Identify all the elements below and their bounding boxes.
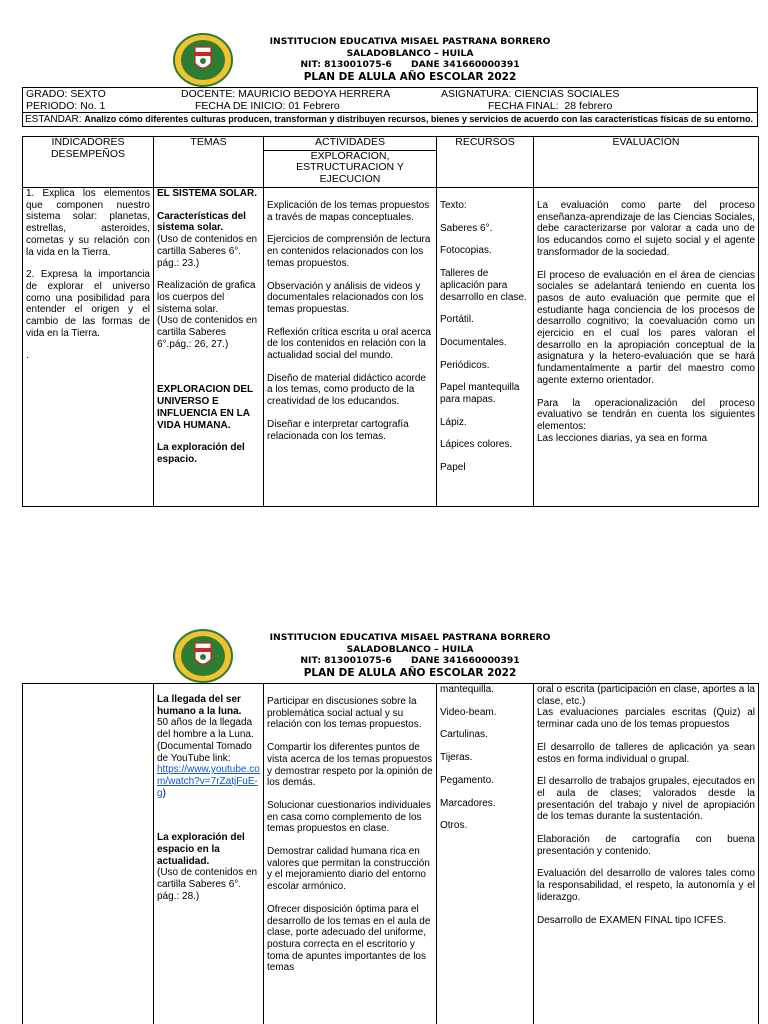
recurso-6: Documentales. <box>440 336 507 348</box>
grado-label: GRADO: SEXTO <box>26 88 106 100</box>
recurso-15: Tijeras. <box>440 752 473 764</box>
temas-cell-2 <box>154 684 264 1024</box>
page-header-2 <box>0 628 768 684</box>
recursos-cell-2 <box>437 684 534 1024</box>
col-recursos: RECURSOS <box>437 137 534 188</box>
estandar-text: Analizo cómo diferentes culturas producen, transforman y distribuyen recursos, bienes y servicios de acuerdo con las características físicas de su entorno. <box>84 114 754 124</box>
recurso-1: Texto: <box>440 200 467 211</box>
recurso-18: Otros. <box>440 820 468 832</box>
recurso-10: Lápices colores. <box>440 439 513 451</box>
tema-exploracion-actualidad: La exploración del espacio en la actualidad. <box>157 832 245 867</box>
recurso-4: Talleres de aplicación para desarrollo en clase. <box>440 268 527 303</box>
col-indicadores: INDICADORES DESEMPEÑOS <box>23 137 154 188</box>
actividad-8: Compartir los diferentes puntos de vista acerca de los temas propuestos y demostrar respeto por la opinión de los demás. <box>267 742 433 789</box>
recurso-17: Marcadores. <box>440 797 496 809</box>
temas-cell <box>154 188 264 507</box>
recurso-5: Portátil. <box>440 314 474 326</box>
plan-table-page-2 <box>22 683 759 1024</box>
col-actividades <box>264 137 437 188</box>
actividad-2: Ejercicios de comprensión de lectura en contenidos relacionados con los temas propuestos. <box>267 234 431 269</box>
tema-exploracion-actualidad-nota: (Uso de contenidos en cartilla Saberes 6°. pág.: 28.) <box>157 867 258 902</box>
evaluacion-5: oral o escrita (participación en clase, aportes a la clase, etc.) <box>537 684 755 707</box>
actividad-3: Observación y análisis de videos y documentales relacionados con los temas propuestas. <box>267 280 424 315</box>
recurso-12: mantequilla. <box>440 684 494 695</box>
actividad-6: Diseñar e interpretar cartografía relacionada con los temas. <box>267 418 409 442</box>
recurso-11: Papel <box>440 462 466 474</box>
plan-table-page-1 <box>22 136 759 507</box>
evaluacion-2: El proceso de evaluación en el área de ciencias sociales se adelantará teniendo en cuenta los pasos de auto evaluación que permite que el estudiante haga conciencia de los procesos de desarrollo cognitivo; la coevaluación como un ejercicio en el cual los pares valoran el desarrollo en la apropiación conceptual de la asignatura y la hetero-evaluación que se hará fundamentalmente a partir del maestro como agente externo orientador. <box>537 269 755 386</box>
plan-title: PLAN DE ALULA AÑO ESCOLAR 2022 <box>303 666 517 679</box>
evaluacion-11: Desarrollo de EXAMEN FINAL tipo ICFES. <box>537 914 727 926</box>
tema-llegada-luna: La llegada del ser humano a la luna. <box>157 694 242 717</box>
institution-name: INSTITUCION EDUCATIVA MISAEL PASTRANA BORRERO <box>269 36 551 47</box>
youtube-link[interactable]: https://www.youtube.com/watch?v=7rZatjFuE-g <box>157 764 260 799</box>
recurso-16: Pegamento. <box>440 774 494 786</box>
actividad-10: Demostrar calidad humana rica en valores que permitan la construcción y el mejoramiento diario del entorno escolar armónico. <box>267 846 430 893</box>
evaluacion-1: La evaluación como parte del proceso enseñanza-aprendizaje de las Ciencias Sociales, debe caracterizarse por valorar a cada uno de los educandos como el sujeto social y el agente transformador de la sociedad. <box>537 200 755 258</box>
plan-title: PLAN DE ALULA AÑO ESCOLAR 2022 <box>303 70 517 83</box>
docente-label: DOCENTE: MAURICIO BEDOYA HERRERA <box>181 88 391 100</box>
tema-exploracion-espacio: La exploración del espacio. <box>157 442 245 465</box>
actividad-7: Participar en discusiones sobre la problemática social actual y su relación con los temas propuestos. <box>267 696 422 731</box>
tema-exploracion-universo: EXPLORACION DEL UNIVERSO E INFLUENCIA EN LA VIDA HUMANA. <box>157 384 253 431</box>
fecha-final-label: FECHA FINAL: 28 febrero <box>488 100 613 112</box>
tema-caracteristicas: Características del sistema solar. <box>157 210 246 234</box>
institution-place: SALADOBLANCO – HUILA <box>346 643 474 655</box>
evaluacion-8: El desarrollo de trabajos grupales, ejecutados en el aula de clases; valorados desde la presentación del trabajo y nivel de apropiación de los temas durante la sustentación. <box>537 776 755 823</box>
recurso-13: Video-beam. <box>440 706 497 718</box>
plan-metadata <box>22 87 758 127</box>
institution-name: INSTITUCION EDUCATIVA MISAEL PASTRANA BORRERO <box>269 632 551 643</box>
table-header-row <box>23 137 759 188</box>
link-close-paren: ) <box>162 787 166 799</box>
institution-nit: NIT: 813001075-6 DANE 341660000391 <box>300 59 520 70</box>
spacer <box>157 799 260 821</box>
indicadores-cell <box>23 188 154 507</box>
evaluacion-6: Las evaluaciones parciales escritas (Quiz) al terminar cada uno de los temas propuestos <box>537 707 755 731</box>
tema-llegada-luna-texto: 50 años de la llegada del hombre a la Luna. (Documental Tomado de YouTube link: <box>157 717 254 764</box>
actividad-11: Ofrecer disposición óptima para el desarrollo de los temas en el aula de clase, porte adecuado del uniforme, postura correcta en el escritorio y toma de apuntes importantes de los temas <box>267 903 431 974</box>
evaluacion-9: Elaboración de cartografía con buena presentación y contenido. <box>537 834 755 857</box>
fecha-inicio-label: FECHA DE INICIO: 01 Febrero <box>195 100 340 112</box>
col-temas: TEMAS <box>154 137 264 188</box>
header-text <box>200 36 620 83</box>
indicador-2: 2. Expresa la importancia de explorar el universo como una posibilidad para entender el origen y el cambio de las formas de vida en la Tierra. <box>26 269 150 339</box>
col-evaluacion: EVALUACION <box>534 137 759 188</box>
recurso-3: Fotocopias. <box>440 245 492 257</box>
actividades-cell-2 <box>264 684 437 1024</box>
page-header <box>0 32 768 88</box>
recurso-7: Periódicos. <box>440 359 490 371</box>
indicadores-cell-2 <box>23 684 154 1024</box>
evaluacion-10: Evaluación del desarrollo de valores tales como la responsabilidad, el respeto, la autonomía y el liderazgo. <box>537 868 755 903</box>
table-row <box>23 188 759 507</box>
evaluacion-7: El desarrollo de talleres de aplicación ya sean estos en forma individual o grupal. <box>537 741 755 765</box>
recursos-cell <box>437 188 534 507</box>
asignatura-label: ASIGNATURA: CIENCIAS SOCIALES <box>441 88 620 100</box>
evaluacion-3: Para la operacionalización del proceso evaluativo se tendrán en cuenta los siguientes elementos: <box>537 397 755 432</box>
header-text-2 <box>200 632 620 679</box>
tema-caracteristicas-nota: (Uso de contenidos en cartilla Saberes 6°. pág.: 23.) <box>157 234 258 269</box>
recurso-8: Papel mantequilla para mapas. <box>440 382 520 406</box>
periodo-label: PERIODO: No. 1 <box>26 100 106 112</box>
estandar-label: ESTANDAR: <box>25 114 82 125</box>
recurso-9: Lápiz. <box>440 416 467 428</box>
indicador-1: 1. Explica los elementos que componen nuestro sistema solar: planetas, estrellas, asteroides, cometas y su relación con la vida en la Tierra. <box>26 188 150 258</box>
table-row <box>23 684 759 1024</box>
recurso-14: Cartulinas. <box>440 729 488 741</box>
actividad-5: Diseño de material didáctico acorde a los temas, como producto de la creatividad de los educandos. <box>267 372 426 408</box>
evaluacion-4: Las lecciones diarias, ya sea en forma <box>537 432 708 444</box>
estandar-row <box>23 112 757 126</box>
tema-sistema-solar: EL SISTEMA SOLAR. <box>157 188 258 199</box>
actividad-4: Reflexión crítica escrita u oral acerca de los contenidos en relación con la actualidad social del mundo. <box>267 326 431 362</box>
evaluacion-cell-2 <box>534 684 759 1024</box>
actividades-cell <box>264 188 437 507</box>
recurso-2: Saberes 6°. <box>440 222 493 234</box>
actividad-1: Explicación de los temas propuestos a través de mapas conceptuales. <box>267 200 430 223</box>
tema-grafica: Realización de grafica los cuerpos del sistema solar. <box>157 280 256 315</box>
institution-place: SALADOBLANCO – HUILA <box>346 47 474 59</box>
evaluacion-cell <box>534 188 759 507</box>
document-page-2 <box>0 620 768 1024</box>
col-actividades-title: ACTIVIDADES <box>314 136 385 148</box>
indicador-3: . <box>26 350 29 362</box>
col-actividades-sub: EXPLORACION, ESTRUCTURACION Y EJECUCION <box>264 150 436 186</box>
institution-nit: NIT: 813001075-6 DANE 341660000391 <box>300 655 520 666</box>
tema-grafica-nota: (Uso de contenidos en cartilla Saberes 6°.pág.: 26, 27.) <box>157 315 258 350</box>
actividad-9: Solucionar cuestionarios individuales en casa como complemento de los temas propuestos en clase. <box>267 799 431 835</box>
